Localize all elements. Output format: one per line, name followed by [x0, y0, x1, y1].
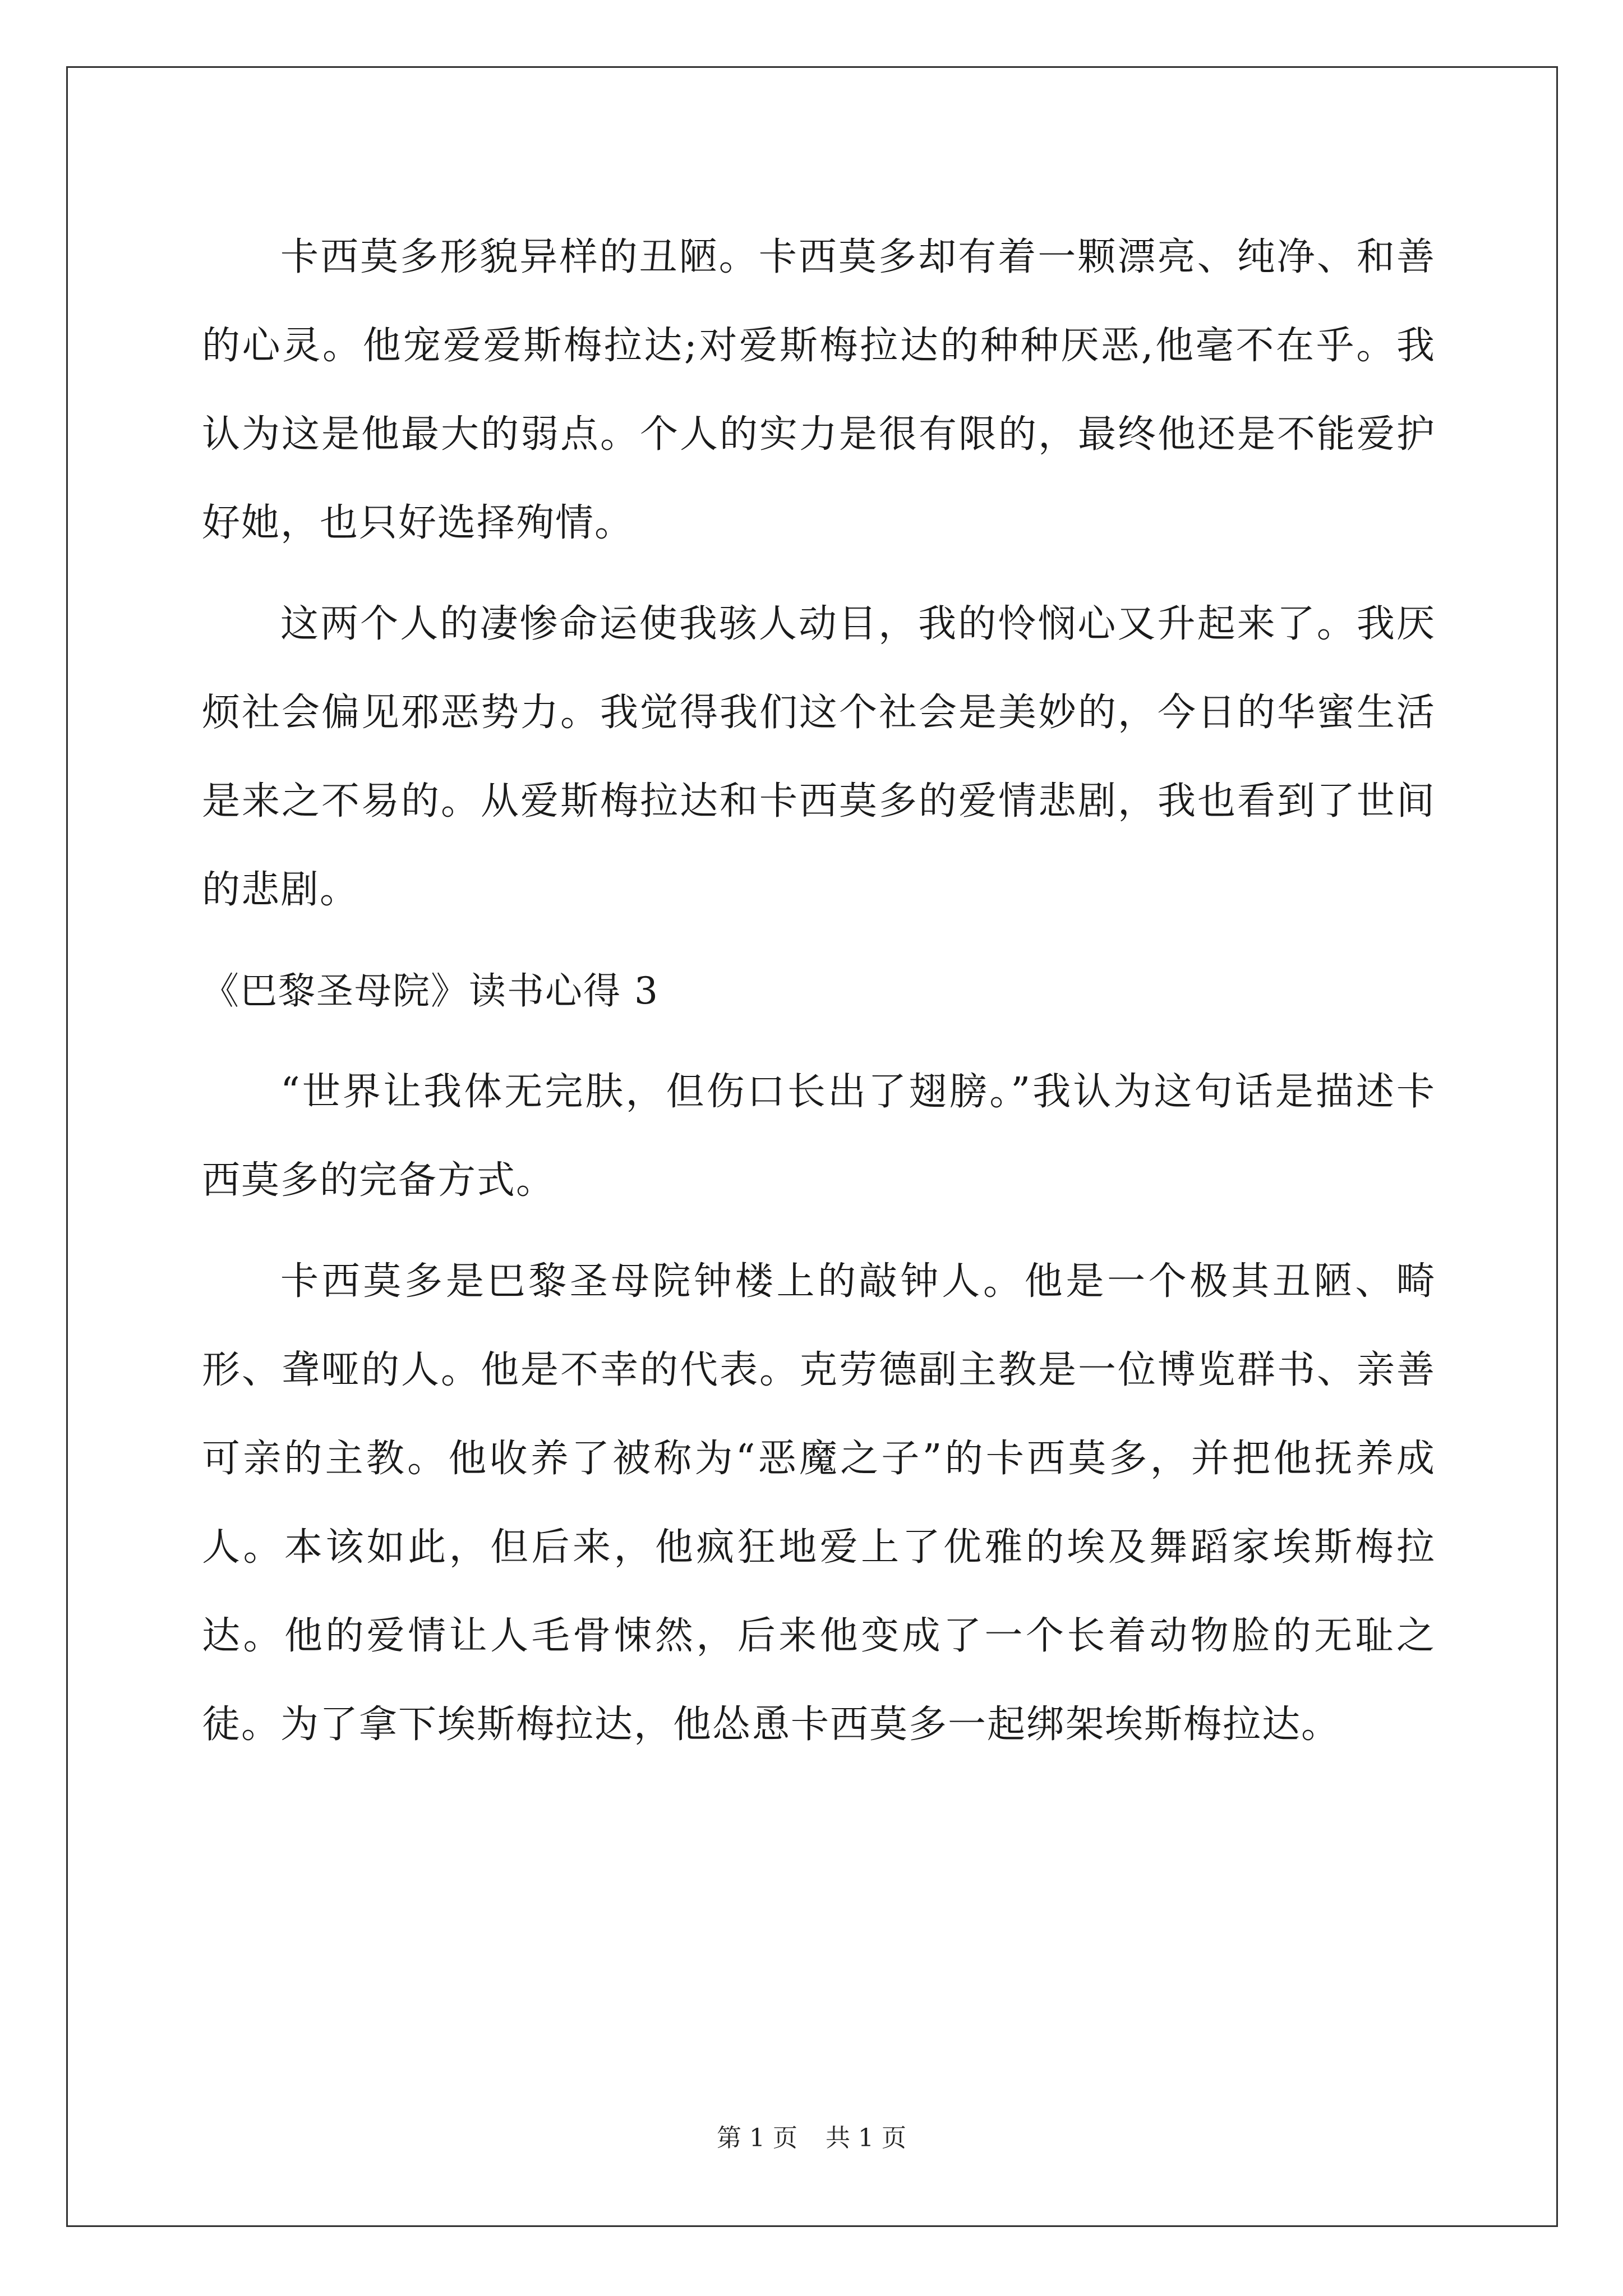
paragraph: “世界让我体无完肤，但伤口长出了翅膀。”我认为这句话是描述卡西莫多的完备方式。: [202, 1070, 1436, 1203]
page-footer: [0, 2122, 1623, 2155]
page-number-total: 共 1 页: [826, 2124, 906, 2152]
paragraph: 这两个人的凄惨命运使我骇人动目，我的怜悯心又升起来了。我厌烦社会偏见邪恶势力。我觉得我们这个社会是美妙的，今日的华蜜生活是来之不易的。从爱斯梅拉达和卡西莫多的爱情悲剧，我也看到了世间的悲剧。: [202, 602, 1436, 912]
document-body: [202, 213, 1436, 1782]
section-title: 《巴黎圣母院》读书心得 3: [202, 969, 659, 1013]
paragraph: 卡西莫多形貌异样的丑陋。卡西莫多却有着一颗漂亮、纯净、和善的心灵。他宠爱爱斯梅拉达;对爱斯梅拉达的种种厌恶,他毫不在乎。我认为这是他最大的弱点。个人的实力是很有限的，最终他还是不能爱护好她，也只好选择殉情。: [202, 235, 1436, 545]
paragraph: 卡西莫多是巴黎圣母院钟楼上的敲钟人。他是一个极其丑陋、畸形、聋哑的人。他是不幸的代表。克劳德副主教是一位博览群书、亲善可亲的主教。他收养了被称为“恶魔之子”的卡西莫多，并把他抚养成人。本该如此，但后来，他疯狂地爱上了优雅的埃及舞蹈家埃斯梅拉达。他的爱情让人毛骨悚然，后来他变成了一个长着动物脸的无耻之徒。为了拿下埃斯梅拉达，他怂恿卡西莫多一起绑架埃斯梅拉达。: [202, 1259, 1436, 1747]
page-number-current: 第 1 页: [717, 2124, 797, 2152]
